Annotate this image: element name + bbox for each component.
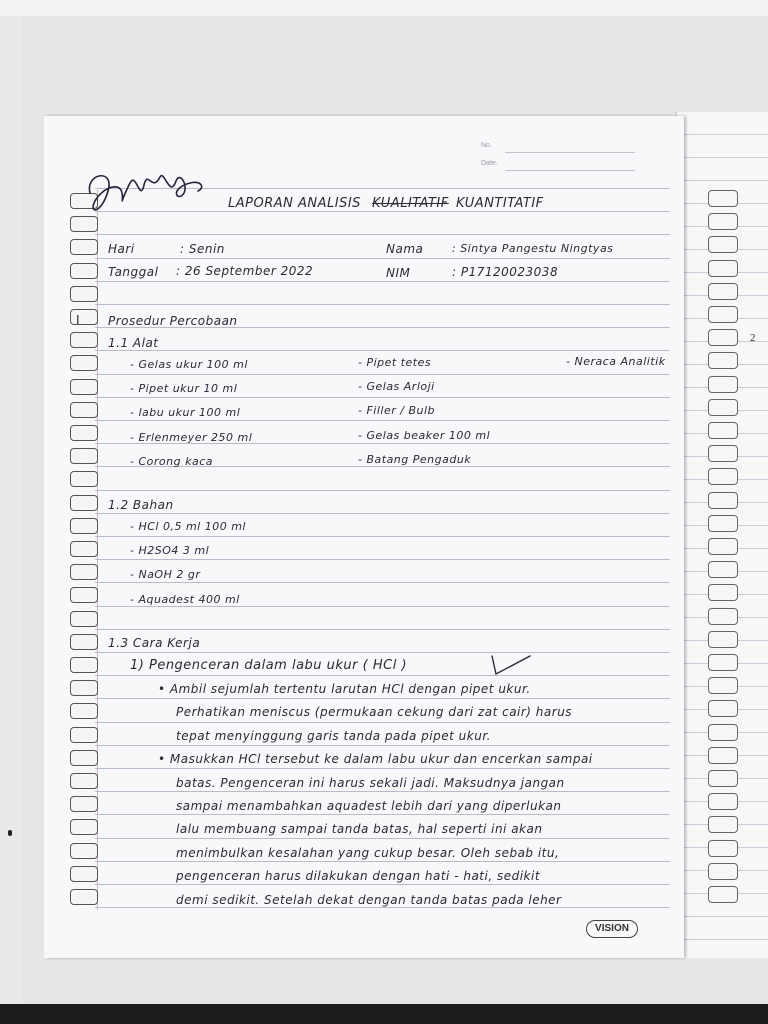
binding-ring	[70, 866, 98, 882]
date-label: Date.	[481, 160, 498, 167]
alat-item: - Batang Pengaduk	[358, 453, 472, 466]
adjacent-binding-ring	[708, 840, 738, 857]
procedure-line: menimbulkan kesalahan yang cukup besar. Oleh sebab itu,	[176, 846, 560, 860]
adjacent-binding-ring	[708, 306, 738, 323]
adjacent-binding-ring	[708, 700, 738, 717]
scanner-bottom-edge	[0, 1004, 768, 1024]
adjacent-binding-ring	[708, 654, 738, 671]
ruled-line	[95, 629, 670, 630]
bahan-item: - H2SO4 3 ml	[130, 544, 210, 557]
ruled-line	[95, 768, 670, 769]
adjacent-binding-ring	[708, 770, 738, 787]
ruled-line	[95, 513, 670, 514]
ruled-line	[95, 652, 670, 653]
adjacent-binding-ring	[708, 886, 738, 903]
nama-label: Nama	[386, 242, 424, 256]
binding-ring	[70, 611, 98, 627]
scanner-top-edge	[0, 0, 768, 16]
bahan-item: - HCl 0,5 ml 100 ml	[130, 520, 246, 533]
procedure-line: Perhatikan meniscus (permukaan cekung dari zat cair) harus	[176, 705, 573, 719]
cara-kerja-heading: 1.3 Cara Kerja	[108, 636, 201, 650]
ruled-line	[95, 838, 670, 839]
alat-heading: 1.1 Alat	[108, 336, 159, 350]
binding-ring	[70, 843, 98, 859]
adjacent-binding-ring	[708, 724, 738, 741]
alat-item: - Filler / Bulb	[358, 404, 436, 417]
adjacent-binding-ring	[708, 236, 738, 253]
ruled-line	[95, 536, 670, 537]
ruled-line	[95, 791, 670, 792]
binding-ring	[70, 309, 98, 325]
adjacent-binding-ring	[708, 863, 738, 880]
adjacent-binding-ring	[708, 329, 738, 346]
adjacent-binding-ring	[708, 376, 738, 393]
binding-ring	[70, 657, 98, 673]
ruled-line	[95, 907, 670, 908]
binding-ring	[70, 727, 98, 743]
procedure-line: batas. Pengenceran ini harus sekali jadi. Maksudnya jangan	[176, 776, 565, 790]
ruled-line	[95, 304, 670, 305]
adjacent-binding-ring	[708, 468, 738, 485]
adjacent-binding-ring	[708, 445, 738, 462]
binding-ring	[70, 216, 98, 232]
procedure-line: • Masukkan HCl tersebut ke dalam labu ukur dan encerkan sampai	[158, 752, 593, 766]
section-title: Prosedur Percobaan	[108, 314, 238, 328]
binding-ring	[70, 773, 98, 789]
ruled-line	[95, 350, 670, 351]
scan-speck	[8, 830, 12, 836]
adjacent-binding-ring	[708, 399, 738, 416]
binding-ring	[70, 379, 98, 395]
ruled-line	[95, 397, 670, 398]
ruled-line	[95, 559, 670, 560]
binding-ring	[70, 263, 98, 279]
ruled-line	[95, 861, 670, 862]
ruled-line	[95, 675, 670, 676]
bahan-item: - NaOH 2 gr	[130, 568, 201, 581]
adjacent-binding-ring	[708, 492, 738, 509]
procedure-line: • Ambil sejumlah tertentu larutan HCl dengan pipet ukur.	[158, 682, 531, 696]
no-line	[505, 152, 635, 153]
adjacent-binding-ring	[708, 283, 738, 300]
ruled-line	[95, 582, 670, 583]
alat-item: - Corong kaca	[130, 455, 213, 468]
bahan-item: - Aquadest 400 ml	[130, 593, 240, 606]
binding-ring	[70, 425, 98, 441]
section-number: I	[76, 313, 81, 327]
ruled-line	[95, 374, 670, 375]
alat-item: - Pipet ukur 10 ml	[130, 382, 238, 395]
adjacent-binding-ring	[708, 538, 738, 555]
alat-item: - labu ukur 100 ml	[130, 406, 241, 419]
hari-value: : Senin	[180, 242, 225, 256]
adjacent-binding-ring	[708, 747, 738, 764]
adjacent-binding-ring	[708, 190, 738, 207]
hari-label: Hari	[108, 242, 135, 256]
ruled-line	[95, 722, 670, 723]
step-title: 1) Pengenceran dalam labu ukur ( HCl )	[130, 658, 408, 673]
binding-ring	[70, 239, 98, 255]
ruled-line	[95, 606, 670, 607]
ruled-line	[95, 281, 670, 282]
ruled-line	[95, 698, 670, 699]
adjacent-binding-ring	[708, 422, 738, 439]
procedure-line: tepat menyinggung garis tanda pada pipet ukur.	[176, 729, 491, 743]
alat-item-neraca: - Neraca Analitik	[566, 355, 666, 368]
binding-ring	[70, 634, 98, 650]
binding-ring	[70, 471, 98, 487]
tanggal-label: Tanggal	[108, 265, 159, 279]
alat-item: - Gelas ukur 100 ml	[130, 358, 248, 371]
procedure-line: pengenceran harus dilakukan dengan hati - hati, sedikit	[176, 869, 541, 883]
nim-value: : P17120023038	[452, 265, 559, 279]
binding-ring	[70, 402, 98, 418]
no-label: No.	[481, 142, 492, 149]
checkmark-icon	[488, 652, 532, 678]
vision-logo: VISION	[586, 920, 638, 938]
tanggal-value: : 26 September 2022	[176, 264, 314, 278]
adjacent-binding-ring	[708, 561, 738, 578]
nama-value: : Sintya Pangestu Ningtyas	[452, 242, 614, 255]
alat-item: - Gelas Arloji	[358, 380, 435, 393]
adjacent-binding-ring	[708, 352, 738, 369]
binding-ring	[70, 587, 98, 603]
binding-ring	[70, 889, 98, 905]
ruled-line	[95, 745, 670, 746]
adjacent-binding-ring	[708, 677, 738, 694]
binding-ring	[70, 332, 98, 348]
binding-ring	[70, 703, 98, 719]
report-title-prefix: LAPORAN ANALISIS	[228, 196, 361, 211]
date-line	[505, 170, 635, 171]
adjacent-binding-ring	[708, 816, 738, 833]
binding-ring	[70, 564, 98, 580]
report-title-struck: KUALITATIF	[372, 196, 449, 211]
procedure-line: demi sedikit. Setelah dekat dengan tanda batas pada leher	[176, 893, 562, 907]
signature	[80, 163, 215, 218]
alat-item: - Gelas beaker 100 ml	[358, 429, 491, 442]
ruled-line	[95, 420, 670, 421]
adjacent-binding-ring	[708, 631, 738, 648]
adjacent-binding-ring	[708, 260, 738, 277]
binding-ring	[70, 355, 98, 371]
adjacent-binding-ring	[708, 608, 738, 625]
binding-ring	[70, 750, 98, 766]
ruled-line	[95, 490, 670, 491]
adjacent-binding-ring	[708, 584, 738, 601]
binding-ring	[70, 541, 98, 557]
ruled-line	[95, 234, 670, 235]
binding-ring	[70, 819, 98, 835]
adjacent-binding-ring	[708, 793, 738, 810]
bahan-heading: 1.2 Bahan	[108, 498, 174, 512]
binding-ring	[70, 286, 98, 302]
adjacent-page-mark: 2	[750, 332, 756, 344]
report-title-suffix: KUANTITATIF	[456, 196, 544, 211]
nim-label: NIM	[386, 266, 411, 280]
binding-ring	[70, 796, 98, 812]
ruled-line	[95, 884, 670, 885]
procedure-line: lalu membuang sampai tanda batas, hal seperti ini akan	[176, 822, 543, 836]
adjacent-binding-ring	[708, 213, 738, 230]
ruled-line	[95, 258, 670, 259]
binding-ring	[70, 518, 98, 534]
binding-ring	[70, 680, 98, 696]
alat-item: - Pipet tetes	[358, 356, 432, 369]
ruled-line	[95, 814, 670, 815]
adjacent-binding-ring	[708, 515, 738, 532]
alat-item: - Erlenmeyer 250 ml	[130, 431, 253, 444]
binding-ring	[70, 448, 98, 464]
binding-ring	[70, 495, 98, 511]
procedure-line: sampai menambahkan aquadest lebih dari yang diperlukan	[176, 799, 562, 813]
